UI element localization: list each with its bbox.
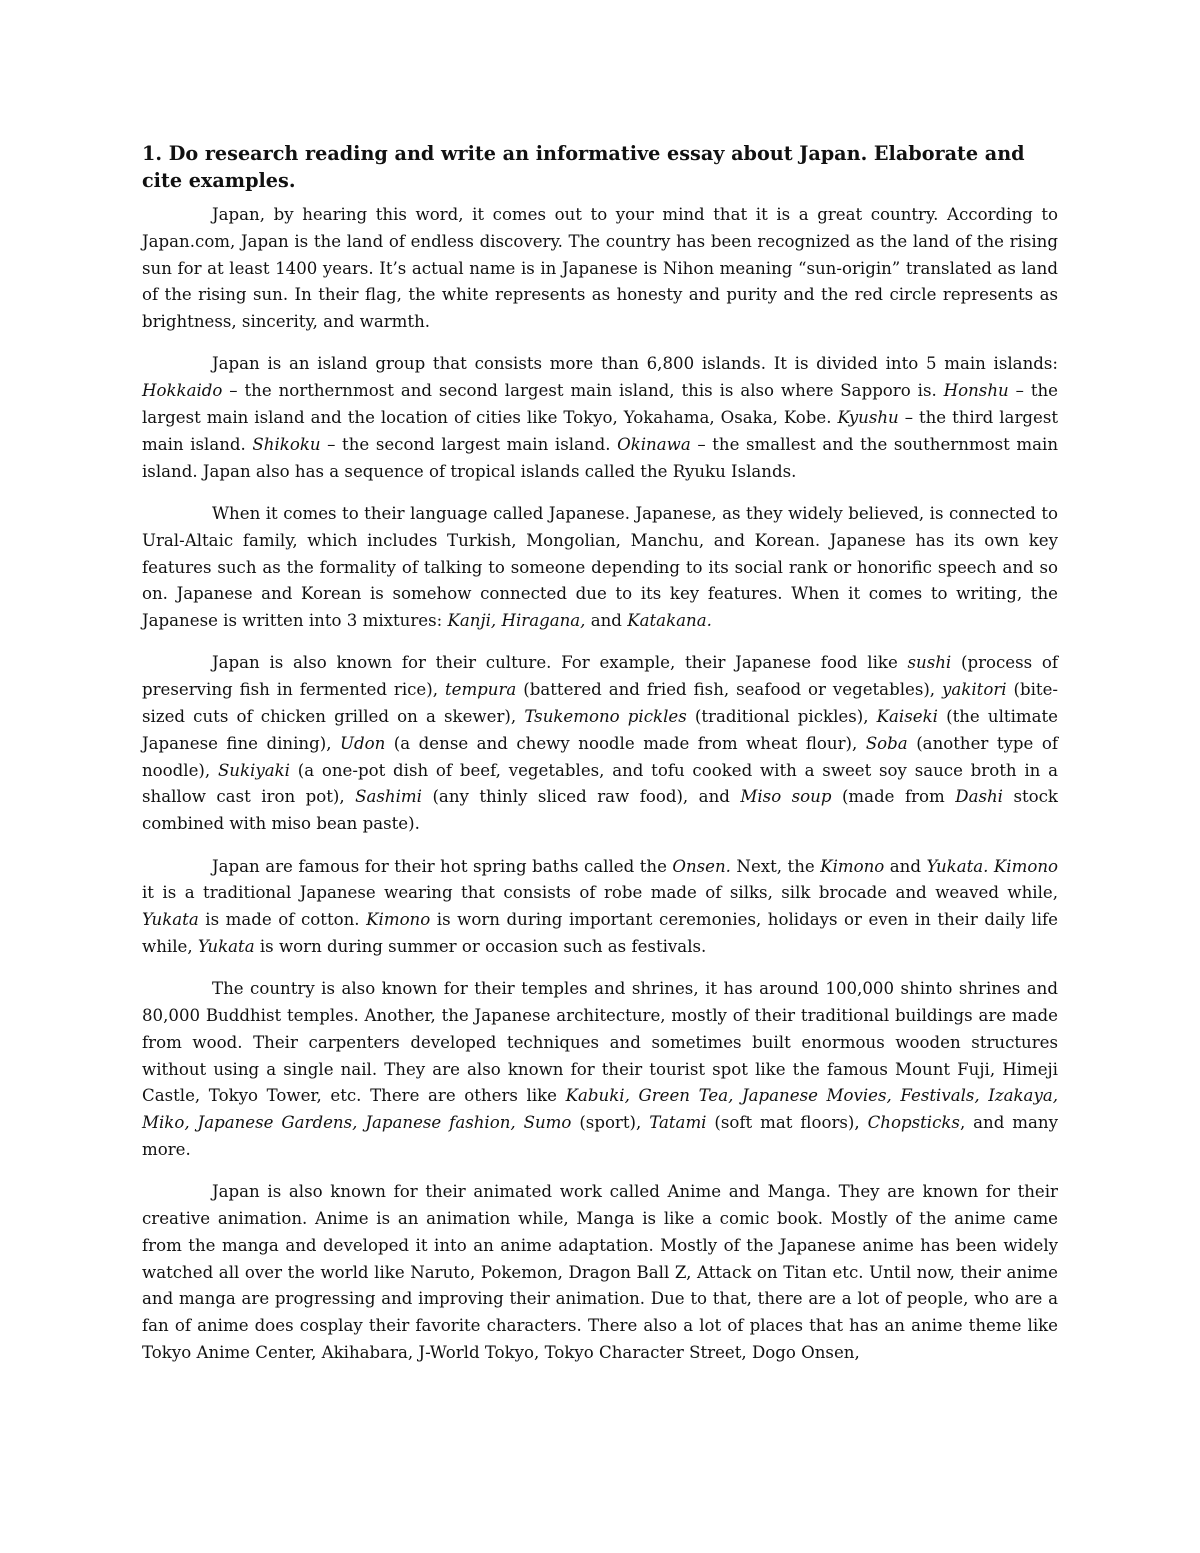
italic-term: Shikoku — [252, 434, 321, 454]
paragraph-text: Japan, by hearing this word, it comes out to your mind that it is a great country. According to Japan.com, Japan is the land of endless discovery. The country has been recognized as the land of the rising sun for at least 1400 years. It’s actual name is in Japanese is Nihon meaning “sun-origin” translated as land of the rising sun. In their flag, the white represents as honesty and purity and the red circle represents as brightness, sincerity, and warmth. — [142, 205, 1058, 332]
italic-term: Yukata — [142, 910, 199, 930]
italic-term: Hokkaido — [142, 381, 223, 401]
paragraph-text: (traditional pickles), — [686, 707, 877, 727]
paragraph-text: it is a traditional Japanese wearing that consists of robe made of silks, silk brocade and weaved while, — [142, 883, 1058, 903]
italic-term: Kyushu — [837, 408, 899, 428]
paragraph-text: (battered and fried fish, seafood or vegetables), — [516, 680, 943, 700]
italic-term: Kimono — [993, 856, 1058, 876]
paragraph-text: stock combined with miso bean paste). — [142, 787, 1058, 834]
italic-term: Honshu — [943, 381, 1009, 401]
paragraph-text: – the largest main island and the location of cities like Tokyo, Yokahama, Osaka, Kobe. — [142, 381, 1058, 428]
italic-term: Miso soup — [740, 787, 832, 807]
italic-term: Onsen. — [672, 856, 731, 876]
italic-term: Yukata. — [926, 856, 989, 876]
paragraph-text: Japan is an island group that consists more than 6,800 islands. It is divided into 5 main islands: — [212, 354, 1058, 374]
paragraph-text: (any thinly sliced raw food), and — [421, 787, 741, 807]
paragraph-text: , and many more. — [142, 1113, 1058, 1159]
italic-term: tempura — [444, 680, 517, 700]
paragraph-text: is worn during important ceremonies, holidays or even in their daily life while, — [142, 910, 1058, 956]
essay-body — [142, 202, 1058, 1367]
essay-paragraph — [142, 501, 1058, 635]
document-page — [142, 140, 1058, 1382]
paragraph-text: (another type of noodle), — [142, 733, 1058, 780]
italic-term: Tsukemono pickles — [524, 707, 687, 727]
italic-term: Udon — [340, 733, 386, 753]
italic-term: Dashi — [955, 787, 1003, 807]
italic-term: sushi — [907, 653, 952, 673]
paragraph-text: (bite-sized cuts of chicken grilled on a skewer), — [142, 680, 1058, 727]
italic-term: Sukiyaki — [217, 760, 290, 780]
paragraph-text: (the ultimate Japanese fine dining), — [142, 707, 1058, 753]
paragraph-text: (made from — [831, 787, 956, 807]
paragraph-text: and — [585, 611, 628, 631]
italic-term: Chopsticks — [867, 1113, 960, 1133]
paragraph-text: – the northernmost and second largest main island, this is also where Sapporo is. — [222, 381, 944, 401]
italic-term: Sashimi — [355, 787, 422, 807]
essay-paragraph — [142, 351, 1058, 485]
italic-term: Katakana. — [627, 611, 712, 631]
paragraph-text: Japan is also known for their culture. For example, their Japanese food like — [212, 653, 908, 673]
paragraph-text: Japan is also known for their animated work called Anime and Manga. They are known for their creative animation. Anime is an animation while, Manga is like a comic book. Mostly of the anime came from the manga and developed it into an anime adaptation. Mostly of the Japanese anime has been widely watched all over the world like Naruto, Pokemon, Dragon Ball Z, Attack on Titan etc. Until now, their anime and manga are progressing and improving their animation. Due to that, there are a lot of people, who are a fan of anime does cosplay their favorite characters. There also a lot of places that has an anime theme like Tokyo Anime Center, Akihabara, J-World Tokyo, Tokyo Character Street, Dogo Onsen, — [142, 1182, 1058, 1363]
essay-paragraph — [142, 1179, 1058, 1367]
paragraph-text: (sport), — [571, 1113, 650, 1133]
paragraph-text: (process of preserving fish in fermented rice), — [142, 653, 1058, 700]
italic-term: Kaiseki — [876, 707, 938, 727]
paragraph-text: Next, the — [730, 856, 821, 876]
essay-question-heading: 1. Do research reading and write an informative essay about Japan. Elaborate and cite examples. — [142, 142, 1025, 192]
essay-paragraph — [142, 976, 1058, 1164]
paragraph-text: is made of cotton. — [198, 910, 367, 930]
paragraph-text: When it comes to their language called Japanese. Japanese, as they widely believed, is connected to Ural-Altaic family, which includes Turkish, Mongolian, Manchu, and Korean. Japanese has its own key features such as the formality of talking to someone depending to its social rank or honorific speech and so on. Japanese and Korean is somehow connected due to its key features. When it comes to writing, the Japanese is written into 3 mixtures: — [142, 503, 1058, 631]
paragraph-text: and — [884, 856, 927, 876]
paragraph-text: (soft mat floors), — [706, 1113, 868, 1133]
paragraph-text: The country is also known for their temples and shrines, it has around 100,000 shinto shrines and 80,000 Buddhist temples. Another, the Japanese architecture, mostly of their traditional buildings are made from wood. Their carpenters developed techniques and sometimes built enormous wooden structures without using a single nail. They are also known for their tourist spot like the famous Mount Fuji, Himeji Castle, Tokyo Tower, etc. There are others like — [142, 979, 1058, 1106]
essay-paragraph — [142, 650, 1058, 838]
italic-term: Yukata — [197, 936, 255, 956]
italic-term: yakitori — [942, 680, 1007, 700]
paragraph-text: (a one-pot dish of beef, vegetables, and tofu cooked with a sweet soy sauce broth in a shallow cast iron pot), — [142, 760, 1058, 807]
italic-term: Kanji, Hiragana, — [447, 611, 586, 631]
essay-paragraph — [142, 202, 1058, 336]
italic-term: Kabuki, Green Tea, Japanese Movies, Festivals, Izakaya, Miko, Japanese Gardens, Japanese fashion, Sumo — [142, 1086, 1058, 1133]
paragraph-text: – the second largest main island. — [320, 434, 618, 454]
paragraph-text: – the smallest and the southernmost main island. Japan also has a sequence of tropical islands called the Ryuku Islands. — [142, 434, 1059, 481]
italic-term: Kimono — [820, 856, 885, 876]
italic-term: Kimono — [366, 910, 431, 930]
italic-term: Okinawa — [617, 434, 691, 454]
italic-term: Tatami — [649, 1113, 707, 1133]
paragraph-text: Japan are famous for their hot spring baths called the — [212, 856, 673, 876]
paragraph-text: (a dense and chewy noodle made from wheat flour), — [385, 733, 866, 753]
italic-term: Soba — [865, 733, 908, 753]
paragraph-text: – the third largest main island. — [142, 408, 1059, 454]
essay-paragraph — [142, 854, 1058, 961]
paragraph-text: is worn during summer or occasion such as festivals. — [254, 936, 707, 956]
